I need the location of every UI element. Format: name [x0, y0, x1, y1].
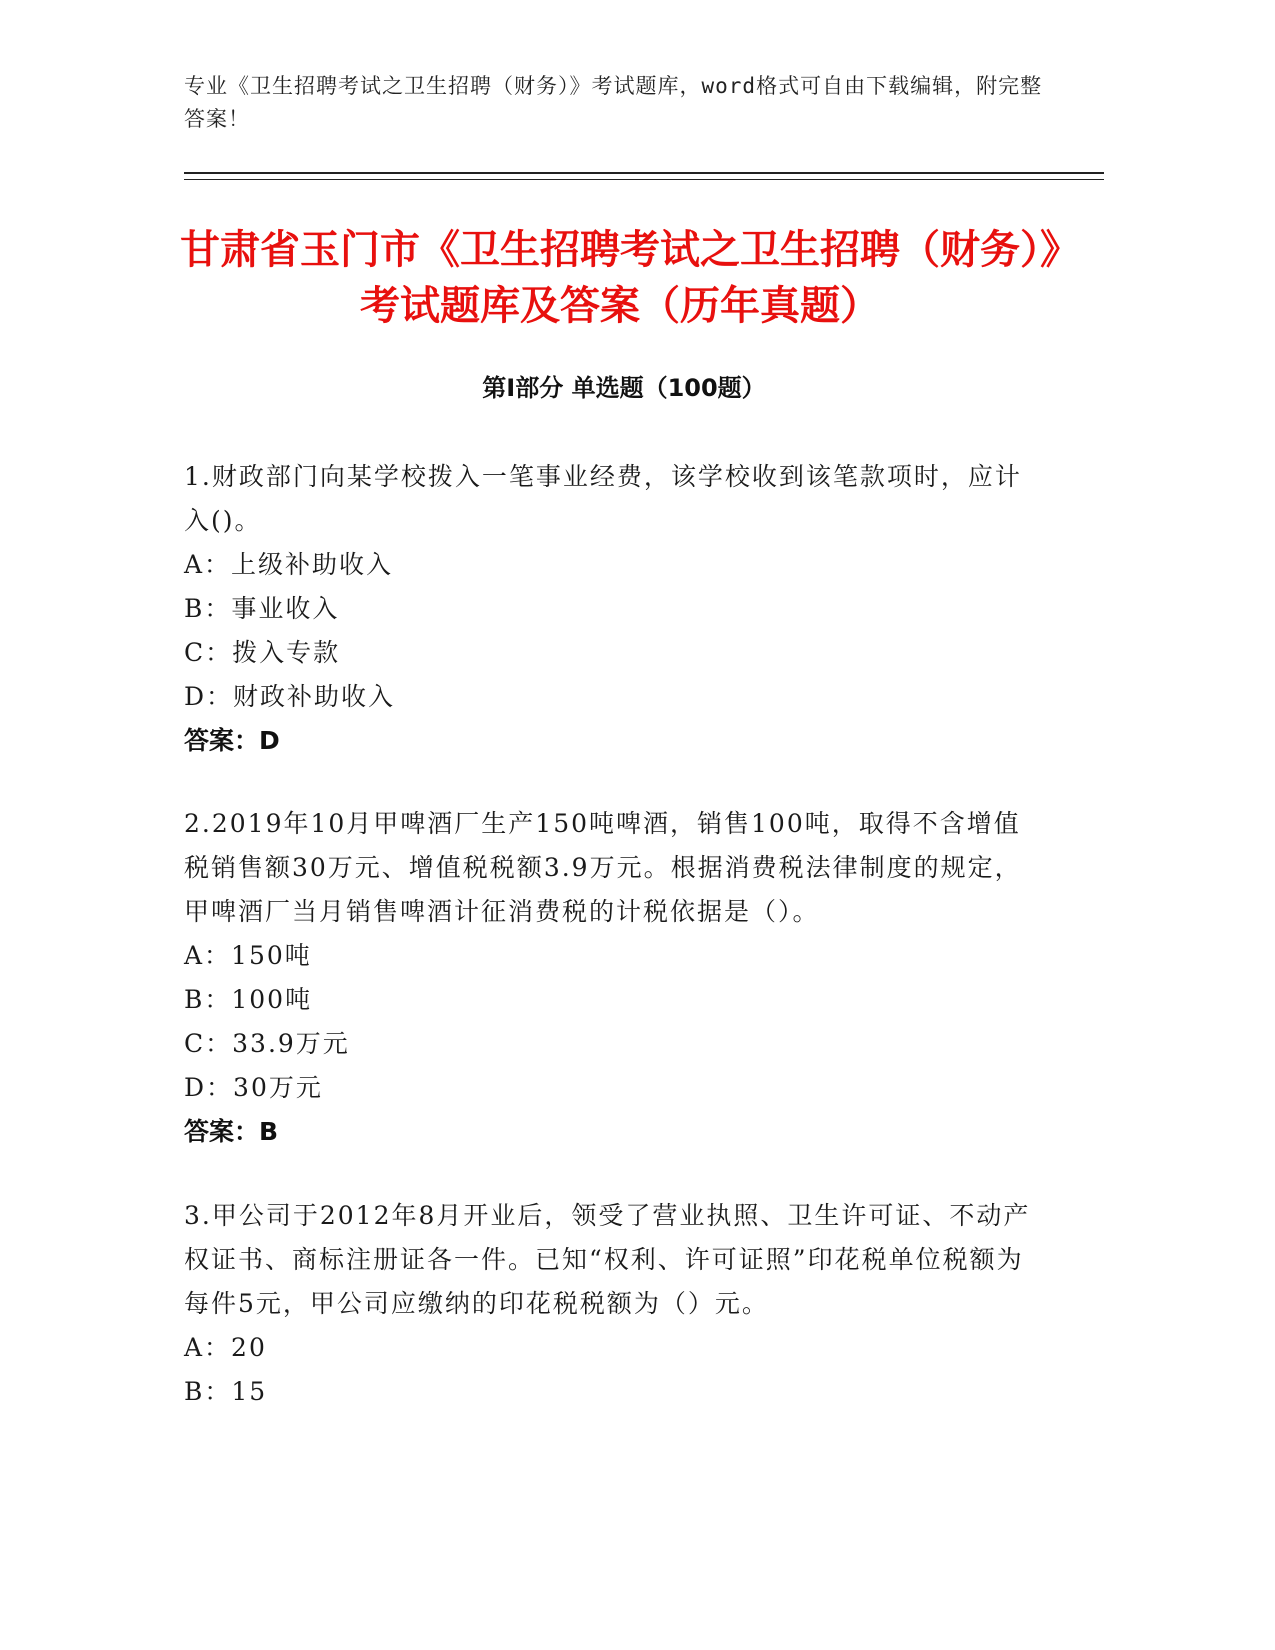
intro-text: 专业《卫生招聘考试之卫生招聘（财务）》考试题库，word格式可自由下载编辑，附完整答案！	[184, 74, 1043, 131]
option-d: D：30万元	[184, 1073, 323, 1102]
option-a: A：150吨	[184, 941, 312, 970]
question-1	[184, 455, 1044, 763]
option-a: A：上级补助收入	[184, 550, 394, 579]
option-b: B：15	[184, 1377, 268, 1406]
option-b: B：事业收入	[184, 594, 340, 623]
question-stem: 2.2019年10月甲啤酒厂生产150吨啤酒，销售100吨，取得不含增值税销售额30万元、增值税税额3.9万元。根据消费税法律制度的规定，甲啤酒厂当月销售啤酒计征消费税的计税依据是（）。	[184, 809, 1022, 926]
option-a: A：20	[184, 1333, 267, 1362]
question-stem: 1.财政部门向某学校拨入一笔事业经费，该学校收到该笔款项时，应计入()。	[184, 462, 1022, 535]
option-b: B：100吨	[184, 985, 313, 1014]
answer: 答案：D	[184, 726, 280, 755]
option-c: C：33.9万元	[184, 1029, 350, 1058]
option-d: D：财政补助收入	[184, 682, 396, 711]
question-stem: 3.甲公司于2012年8月开业后，领受了营业执照、卫生许可证、不动产权证书、商标注册证各一件。已知“权利、许可证照”印花税单位税额为每件5元，甲公司应缴纳的印花税税额为（）元。	[184, 1201, 1031, 1318]
question-3	[184, 1194, 1044, 1414]
option-c: C：拨入专款	[184, 638, 341, 667]
header-divider-thick	[184, 172, 1104, 174]
document-title: 甘肃省玉门市《卫生招聘考试之卫生招聘（财务）》考试题库及答案（历年真题）	[180, 227, 1060, 329]
header-divider-thin	[184, 179, 1104, 180]
question-2	[184, 802, 1044, 1154]
section-heading: 第I部分 单选题（100题）	[482, 374, 766, 402]
answer: 答案：B	[184, 1117, 279, 1146]
